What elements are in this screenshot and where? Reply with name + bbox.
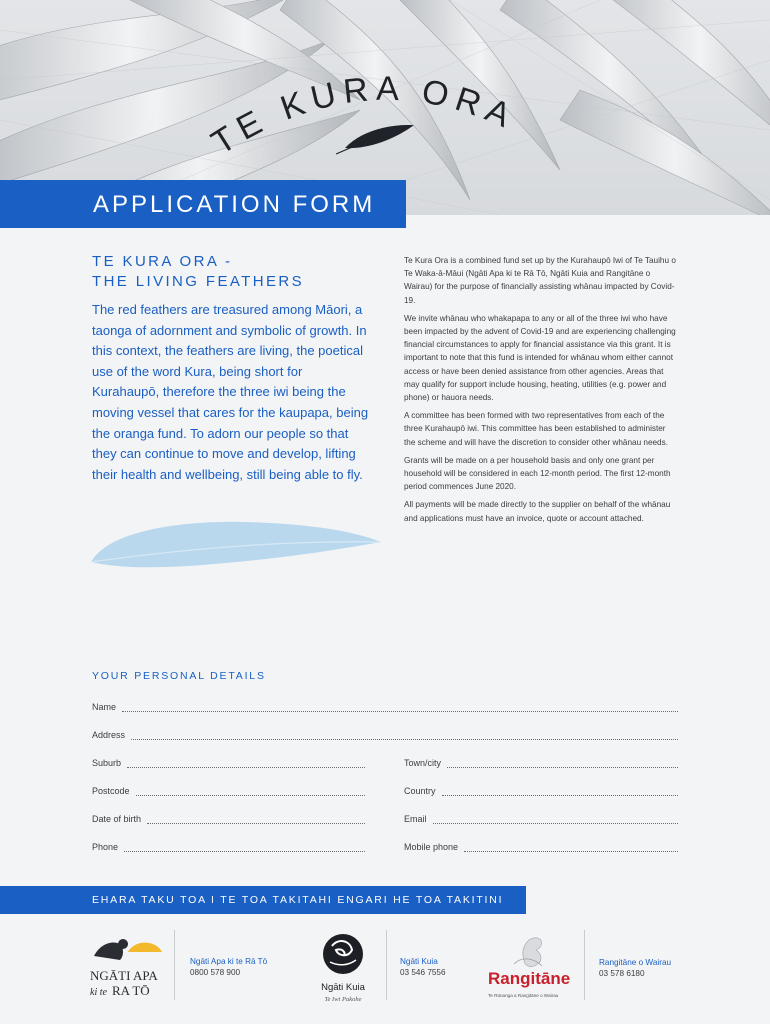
info-paragraph: Te Kura Ora is a combined fund set up by the Kurahaupō Iwi of Te Tauihu o Te Waka-ā-Māui (Ngāti Apa ki te Rā Tō, Ngāti Kuia and Rangitāne o Wairau) for the purpose of financially assisting whānau impacted by Covid-19.	[404, 256, 676, 305]
name-field[interactable]	[92, 698, 678, 712]
field-label: Email	[404, 814, 427, 824]
field-label: Mobile phone	[404, 842, 459, 852]
info-paragraph: We invite whānau who whakapapa to any or all of the three iwi who have been impacted by the advent of Covid-19 and are experiencing challenging financial circumstances to apply for financial assistance via this grant. It is important to note that this fund is intended for whānau whom either cannot access or have been denied assistance from other agencies. Areas that may qualify for support include housing, heating, utilities (e.g. power and phone) or hauora needs.	[404, 313, 676, 403]
field-label: Suburb	[92, 758, 122, 768]
intro-title-line1: TE KURA ORA -	[92, 253, 233, 270]
rangitane-logo-line2: Te Rūnanga a Rangitāne o Wairau	[488, 993, 559, 998]
suburb-input-line[interactable]	[127, 759, 365, 768]
email-input-line[interactable]	[433, 815, 678, 824]
fund-info-column	[404, 254, 676, 530]
motto-banner: EHARA TAKU TOA I TE TOA TAKITAHI ENGARI HE TOA TAKITINI	[0, 886, 526, 914]
country-input-line[interactable]	[442, 787, 678, 796]
name-input-line[interactable]	[122, 703, 678, 712]
divider	[584, 930, 585, 1000]
date-of-birth-field[interactable]	[92, 810, 365, 824]
partner-name: Ngāti Apa ki te Rā Tō	[190, 957, 268, 966]
intro-title	[92, 252, 392, 292]
info-paragraph: All payments will be made directly to the supplier on behalf of the whānau and applications must have an invoice, quote or account attached.	[404, 500, 671, 523]
partner-ngati-apa	[190, 956, 267, 978]
partner-ngati-kuia	[400, 956, 446, 978]
field-label: Postcode	[92, 786, 130, 796]
field-label: Country	[404, 786, 436, 796]
partner-name: Rangitāne o Wairau	[599, 958, 672, 967]
field-label: Town/city	[404, 758, 442, 768]
ngati-apa-logo-line2a: ki te	[90, 987, 107, 998]
partner-name: Ngāti Kuia	[400, 957, 438, 966]
divider	[386, 930, 387, 1000]
postcode-field[interactable]	[92, 782, 365, 796]
ngati-apa-logo	[90, 930, 170, 1000]
form-title-banner: APPLICATION FORM	[0, 180, 406, 228]
town-city-input-line[interactable]	[447, 759, 678, 768]
email-field[interactable]	[404, 810, 678, 824]
ngati-kuia-logo-line2: Te Iwi Pakohe	[324, 996, 362, 1003]
field-label: Name	[92, 702, 117, 712]
field-label: Phone	[92, 842, 119, 852]
ngati-apa-logo-line2b: RA TŌ	[112, 983, 150, 998]
postcode-input-line[interactable]	[136, 787, 365, 796]
arc-title-text: TE KURA ORA	[205, 69, 523, 163]
field-label: Date of birth	[92, 814, 142, 824]
field-label: Address	[92, 730, 126, 740]
small-feather-icon	[333, 121, 416, 154]
date-of-birth-input-line[interactable]	[147, 815, 365, 824]
intro-paragraph: The red feathers are treasured among Māori, a taonga of adornment and symbolic of growth. In this context, the feathers are living, the poetical use of the word Kura, being short for Kurahaupō, therefore the three iwi being the moving vessel that cares for the kaupapa, being the oranga fund. To adorn our people so that they can continue to move and develop, lifting their health and wellbeing, still being able to fly.	[92, 302, 369, 482]
large-feather-illustration	[86, 500, 386, 580]
partner-phone: 0800 578 900	[190, 968, 241, 977]
partner-phone: 03 546 7556	[400, 968, 446, 977]
partner-phone: 03 578 6180	[599, 969, 645, 978]
info-paragraph: Grants will be made on a per household basis and only one grant per household will be considered in each 12-month period. The first 12-month period commences June 2020.	[404, 455, 671, 492]
mobile-phone-input-line[interactable]	[464, 843, 678, 852]
mobile-phone-field[interactable]	[404, 838, 678, 852]
info-paragraph: A committee has been formed with two representatives from each of the three Kurahaupō iwi. This committee has been established to administer the scheme and will have the discretion to consider other whānau needs.	[404, 411, 668, 447]
suburb-field[interactable]	[92, 754, 365, 768]
address-input-line[interactable]	[131, 731, 678, 740]
address-field[interactable]	[92, 726, 678, 740]
partner-rangitane	[599, 957, 671, 979]
ngati-apa-logo-line1: NGĀTI APA	[90, 968, 158, 983]
divider	[174, 930, 175, 1000]
phone-input-line[interactable]	[124, 843, 365, 852]
ngati-kuia-logo	[308, 928, 378, 1004]
personal-details-heading: YOUR PERSONAL DETAILS	[92, 670, 266, 682]
rangitane-logo-line1: Rangitāne	[488, 969, 571, 988]
rangitane-logo	[484, 930, 574, 1002]
country-field[interactable]	[404, 782, 678, 796]
intro-title-line2: THE LIVING FEATHERS	[92, 273, 305, 290]
ngati-kuia-logo-line1: Ngāti Kuia	[321, 982, 365, 993]
phone-field[interactable]	[92, 838, 365, 852]
town-city-field[interactable]	[404, 754, 678, 768]
